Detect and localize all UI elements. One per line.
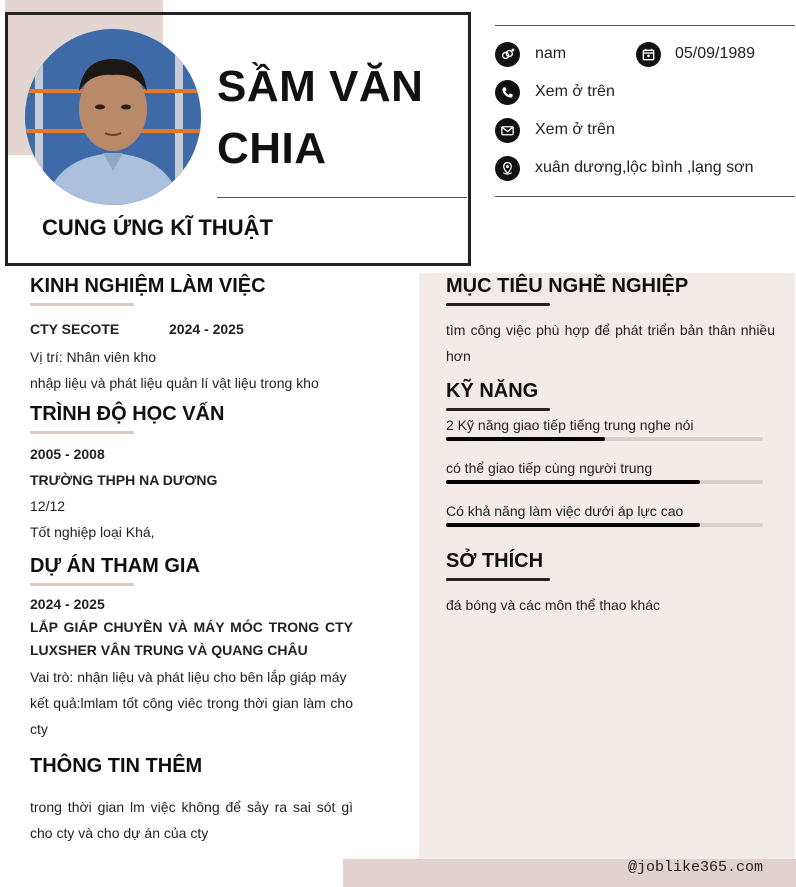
experience-company: CTY SECOTE — [30, 321, 120, 337]
education-school: TRƯỜNG THPH NA DƯƠNG — [30, 472, 218, 488]
objective-underline — [446, 303, 550, 306]
projects-result: kết quả:lmlam tốt công viêc trong thời gian làm cho cty — [30, 695, 353, 737]
skill-level-fill — [446, 523, 700, 527]
skill-level-fill — [446, 480, 700, 484]
education-result: Tốt nghiệp loại Khá, — [30, 524, 155, 540]
name-line-1: SẦM VĂN — [217, 62, 424, 111]
hobbies-section — [446, 550, 775, 618]
gender-value: nam — [535, 45, 567, 62]
address-value: xuân dương,lộc bình ,lạng sơn — [535, 159, 754, 176]
experience-description: nhập liệu và phát liệu quản lí vật liệu trong kho — [30, 375, 319, 391]
experience-underline — [30, 303, 134, 306]
more-info-section — [30, 755, 353, 846]
skills-section — [446, 380, 763, 546]
gender-icon — [495, 42, 520, 67]
skill-label: có thể giao tiếp cùng người trung — [446, 460, 653, 476]
experience-header-row — [30, 320, 353, 344]
hobbies-title: SỞ THÍCH — [446, 550, 544, 572]
name-divider — [217, 197, 467, 198]
skills-underline — [446, 408, 550, 411]
projects-title: DỰ ÁN THAM GIA — [30, 555, 200, 577]
experience-section — [30, 275, 353, 396]
objective-text: tìm công việc phù hợp để phát triển bản thân nhiều hơn — [446, 322, 775, 364]
phone-icon — [495, 80, 520, 105]
hobbies-underline — [446, 578, 550, 581]
contact-top-divider — [495, 25, 795, 26]
experience-title: KINH NGHIỆM LÀM VIỆC — [30, 275, 266, 297]
objective-section — [446, 275, 775, 369]
location-pin-icon — [495, 156, 520, 181]
projects-name: LẮP GIÁP CHUYỀN VÀ MÁY MÓC TRONG CTY LUXSHER VÂN TRUNG VÀ QUANG CHÂU — [30, 619, 353, 658]
projects-period: 2024 - 2025 — [30, 596, 105, 612]
more-info-title: THÔNG TIN THÊM — [30, 755, 203, 777]
full-name — [217, 56, 457, 180]
projects-section — [30, 555, 353, 742]
skill-item — [446, 460, 763, 484]
job-title: CUNG ỨNG KĨ THUẬT — [42, 215, 273, 240]
skills-title: KỸ NĂNG — [446, 380, 539, 402]
email-value: Xem ở trên — [535, 121, 615, 138]
projects-role: Vai trò: nhận liệu và phát liệu cho bên lắp giáp máy — [30, 669, 347, 685]
skill-item — [446, 417, 763, 441]
education-underline — [30, 431, 134, 434]
skill-item — [446, 503, 763, 527]
skill-label: 2 Kỹ năng giao tiếp tiếng trung nghe nói — [446, 417, 694, 433]
education-title: TRÌNH ĐỘ HỌC VẤN — [30, 403, 225, 425]
experience-period: 2024 - 2025 — [169, 321, 244, 337]
calendar-icon — [636, 42, 661, 67]
phone-value: Xem ở trên — [535, 83, 615, 100]
more-info-text: trong thời gian lm việc không để sảy ra sai sót gì cho cty và cho dự án của cty — [30, 799, 353, 841]
skill-level-bar — [446, 437, 763, 441]
skills-list — [446, 417, 763, 527]
projects-underline — [30, 583, 134, 586]
birthday-value: 05/09/1989 — [675, 45, 756, 62]
envelope-icon — [495, 118, 520, 143]
education-period: 2005 - 2008 — [30, 446, 105, 462]
hobbies-text: đá bóng và các môn thể thao khác — [446, 597, 661, 613]
skill-label: Có khả năng làm việc dưới áp lực cao — [446, 503, 684, 519]
skill-level-bar — [446, 480, 763, 484]
skill-level-fill — [446, 437, 605, 441]
experience-position: Vị trí: Nhân viên kho — [30, 349, 157, 365]
avatar — [25, 29, 201, 205]
footer-watermark: @joblike365.com — [628, 859, 764, 876]
contact-bottom-divider — [495, 196, 795, 197]
education-grade: 12/12 — [30, 498, 66, 514]
objective-title: MỤC TIÊU NGHỀ NGHIỆP — [446, 275, 689, 297]
skill-level-bar — [446, 523, 763, 527]
education-section — [30, 403, 353, 545]
name-line-2: CHIA — [217, 124, 327, 173]
